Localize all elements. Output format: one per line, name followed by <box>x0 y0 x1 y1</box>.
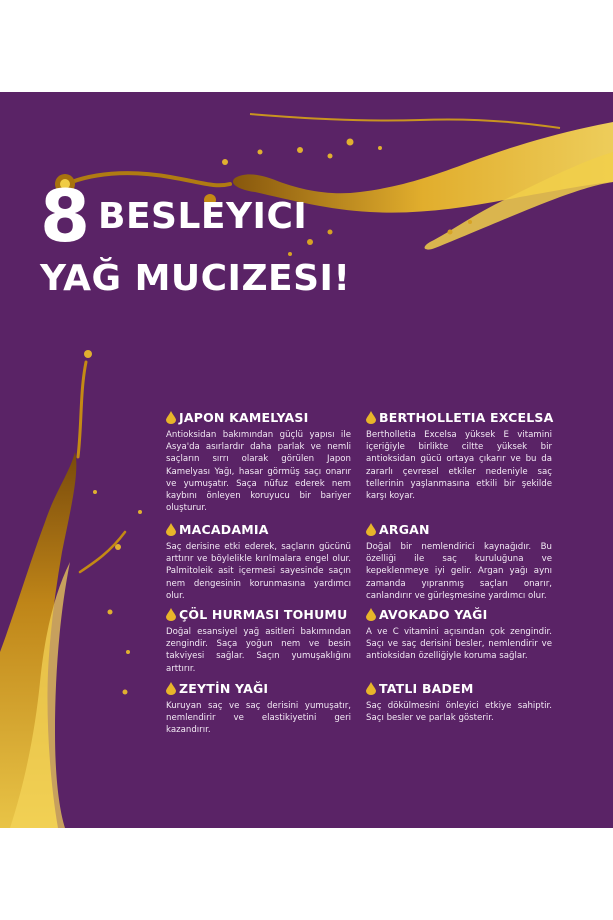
ingredient-description: Saç dökülmesini önleyici etkiye sahiptir. Saçı besler ve parlak gösterir. <box>366 701 552 724</box>
ingredient-tatli-badem <box>366 681 552 724</box>
ingredient-col-hurmasi <box>166 607 351 675</box>
ingredient-title: MACADAMIA <box>166 522 351 537</box>
headline-line-2: YAĞ MUCIZESI! <box>40 258 351 299</box>
ingredient-title: ARGAN <box>366 522 552 537</box>
ingredient-title: BERTHOLLETIA EXCELSA <box>366 410 552 425</box>
oil-drop-icon <box>366 682 376 695</box>
ingredient-description: Bertholletia Excelsa yüksek E vitamini içeriğiyle birlikte ciltte yüksek bir antioksidan gücü ortaya çıkarır ve bu da zararlı çevresel etkiler nedeniyle saç tellerinin yaşlanmasına etkili bir şekilde karşı koyar. <box>366 430 552 502</box>
oil-drop-icon <box>166 411 176 424</box>
ingredient-japon-kamelyasi <box>166 410 351 514</box>
ingredient-title: ÇÖL HURMASI TOHUMU <box>166 607 351 622</box>
headline-line-1: BESLEYICI <box>98 196 308 237</box>
ingredient-macadamia <box>166 522 351 602</box>
oil-drop-icon <box>366 523 376 536</box>
ingredient-description: Doğal bir nemlendirici kaynağıdır. Bu özelliği ile saç kuruluğuna ve kepeklenmeye iyi gelir. Argan yağı aynı zamanda yıpranmış saçları onarır, canlandırır ve gürleşmesine yardımcı olur. <box>366 542 552 601</box>
ingredient-description: Doğal esansiyel yağ asitleri bakımından zengindir. Saça yoğun nem ve besin takviyesi sağlar. Saçın yumuşaklığını arttırır. <box>166 627 351 674</box>
oil-drop-icon <box>366 411 376 424</box>
ingredient-argan <box>366 522 552 602</box>
ingredient-description: A ve C vitamini açısından çok zengindir. Saçı ve saç derisini besler, nemlendirir ve antioksidan özelliğiyle koruma sağlar. <box>366 627 552 662</box>
ingredient-bertholletia <box>366 410 552 502</box>
oil-drop-icon <box>166 608 176 621</box>
ingredient-title: JAPON KAMELYASI <box>166 410 351 425</box>
ingredient-description: Saç derisine etki ederek, saçların gücünü arttırır ve böylelikle kırılmalara engel olur. Palmitoleik asit içermesi sayesinde saçın nem dengesinin korunmasına yardımcı olur. <box>166 542 351 601</box>
ingredient-zeytin-yagi <box>166 681 351 737</box>
oil-drop-icon <box>166 682 176 695</box>
ingredient-title: TATLI BADEM <box>366 681 552 696</box>
ingredient-description: Kuruyan saç ve saç derisini yumuşatır, nemlendirir ve elastikiyetini geri kazandırır. <box>166 701 351 736</box>
headline-number: 8 <box>40 174 89 258</box>
oil-drop-icon <box>366 608 376 621</box>
ingredient-title: AVOKADO YAĞI <box>366 607 552 622</box>
oil-drop-icon <box>166 523 176 536</box>
ingredient-avokado-yagi <box>366 607 552 663</box>
ingredient-title: ZEYTİN YAĞI <box>166 681 351 696</box>
ingredient-description: Antioksidan bakımından güçlü yapısı ile Asya'da asırlardır daha parlak ve nemli saçların sırrı olarak görülen Japon Kamelyası Yağı, hasar görmüş saçı onarır ve yumuşatır. Saça nüfuz ederek nem kaybını önleyen koruyucu bir bariyer oluşturur. <box>166 430 351 514</box>
